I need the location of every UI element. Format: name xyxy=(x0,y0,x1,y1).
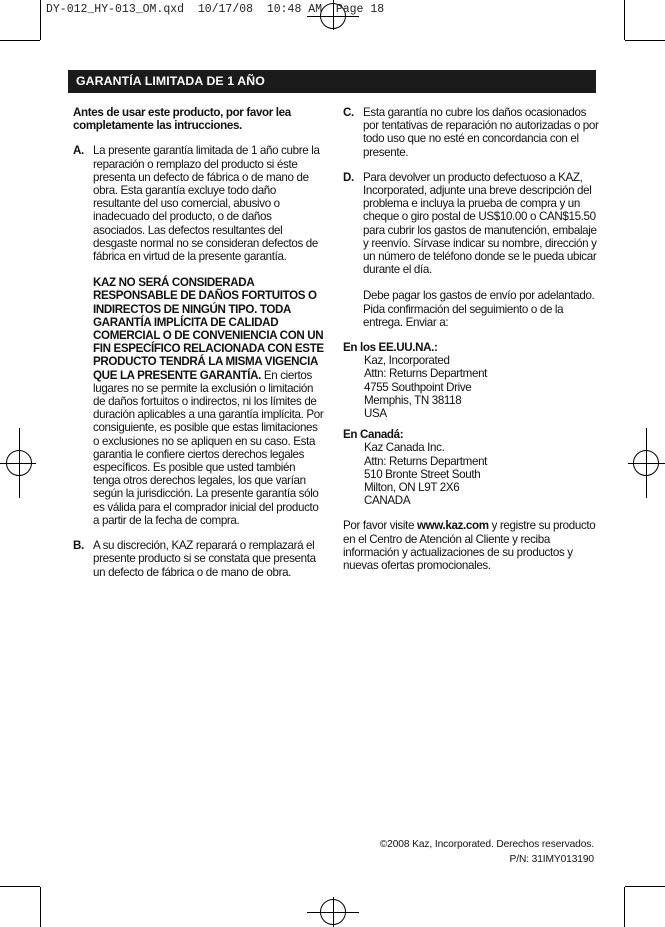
item-b-text: A su discreción, KAZ reparará o remplazará el presente producto si se constata que presenta un defecto de fábrica o de mano de obra. xyxy=(93,539,316,579)
item-a-text: La presente garantía limitada de 1 año cubre la reparación o remplazo del producto si éste presenta un defecto de fábrica o de mano de obra. Esta garantía excluye todo daño resultante del uso comercial, abusivo o inadecuado del producto, o de daños asociados. Las defectos resultantes del desgaste normal no se consideran defectos de fábrica en virtud de la presente garantía. xyxy=(93,144,320,264)
address-line: Kaz Canada Inc. xyxy=(364,441,445,455)
item-c-text: Esta garantía no cubre los daños ocasionados por tentativas de reparación no autorizadas o por todo uso que no esté en concordancia con el presente. xyxy=(363,106,599,159)
address-line: Attn: Returns Department xyxy=(364,367,488,381)
copyright-text: ©2008 Kaz, Incorporated. Derechos reservados. xyxy=(379,839,594,850)
liability-disclaimer: KAZ NO SERÁ CONSIDERADA RESPONSABLE DE DAÑOS FORTUITOS O INDIRECTOS DE NINGÚN TIPO. TODA GARANTÍA IMPLÍCITA DE CALIDAD COMERCIAL O DE CONVENIENCIA CON UN FIN ESPECÍFICO RELACIONADA CON ESTE PRODUCTO TENDRÁ LA MISMA VIGENCIA QUE LA PRESENTE GARANTÍA. xyxy=(93,276,324,382)
canada-address xyxy=(343,441,599,507)
usa-address xyxy=(343,354,599,420)
address-line: CANADA xyxy=(364,494,411,508)
warranty-item-d xyxy=(343,171,599,329)
usa-address-heading: En los EE.UU.NA.: xyxy=(343,341,438,355)
address-line: Attn: Returns Department xyxy=(364,454,488,468)
address-line: 510 Bronte Street South xyxy=(364,467,481,481)
section-title-bar: GARANTÍA LIMITADA DE 1 AÑO xyxy=(68,70,596,93)
item-a-continuation: En ciertos lugares no se permite la exclusión o limitación de daños fortuitos o indirectos, ni los límites de duración aplicables a una garantía implícita. Por consiguiente, es posible que estas limitaciones o exclusiones no se apliquen en su caso. Esta garantia le confiere ciertos derechos legales específicos. Es posible que usted también tenga otros derechos legales, los que varían según la jurisdicción. La presente garantía sólo es válida para el comprador inicial del producto a partir de la fecha de compra. xyxy=(93,368,324,527)
item-letter: A. xyxy=(73,144,84,158)
visit-prefix: Por favor visite xyxy=(343,519,417,533)
left-column xyxy=(73,106,325,591)
item-letter: B. xyxy=(73,539,84,553)
address-line: Memphis, TN 38118 xyxy=(364,393,462,407)
address-line: 4755 Southpoint Drive xyxy=(364,380,472,394)
page-footer xyxy=(380,837,594,867)
intro-text: Antes de usar este producto, por favor lea completamente las intrucciones. xyxy=(73,106,291,133)
canada-address-heading: En Canadá: xyxy=(343,428,404,442)
file-slug-line: DY-012_HY-013_OM.qxd 10/17/08 10:48 AM Page 18 xyxy=(46,3,385,16)
address-line: Milton, ON L9T 2X6 xyxy=(364,481,460,495)
website-link[interactable]: www.kaz.com xyxy=(416,519,489,533)
warranty-item-c xyxy=(343,106,599,159)
visit-suffix: y registre su producto en el Centro de Atención al Cliente y reciba información y actualizaciones de su productos y nuevas ofertas promocionales. xyxy=(343,519,596,573)
address-line: Kaz, Incorporated xyxy=(364,354,450,368)
item-letter: C. xyxy=(343,106,354,119)
item-d-text: Para devolver un producto defectuoso a KAZ, Incorporated, adjunte una breve descripción del problema e incluya la prueba de compra y un cheque o giro postal de US$10.00 o CAN$15.50 para cubrir los gastos de manutención, embalaje y reenvío. Sírvase indicar su nombre, dirección y un número de teléfono donde se le pueda ubicar durante el día. xyxy=(363,170,597,277)
warranty-item-b xyxy=(73,539,325,579)
address-line: USA xyxy=(364,407,387,421)
part-number: P/N: 31IMY013190 xyxy=(509,854,594,865)
item-a-disclaimer xyxy=(93,276,325,527)
warranty-item-a xyxy=(73,144,325,527)
right-column xyxy=(343,106,599,572)
item-d-shipping-text: Debe pagar los gastos de envío por adelantado. Pida confirmación del seguimiento o de la entrega. Enviar a: xyxy=(363,289,595,329)
registration-notice xyxy=(343,519,599,572)
item-letter: D. xyxy=(343,170,354,184)
